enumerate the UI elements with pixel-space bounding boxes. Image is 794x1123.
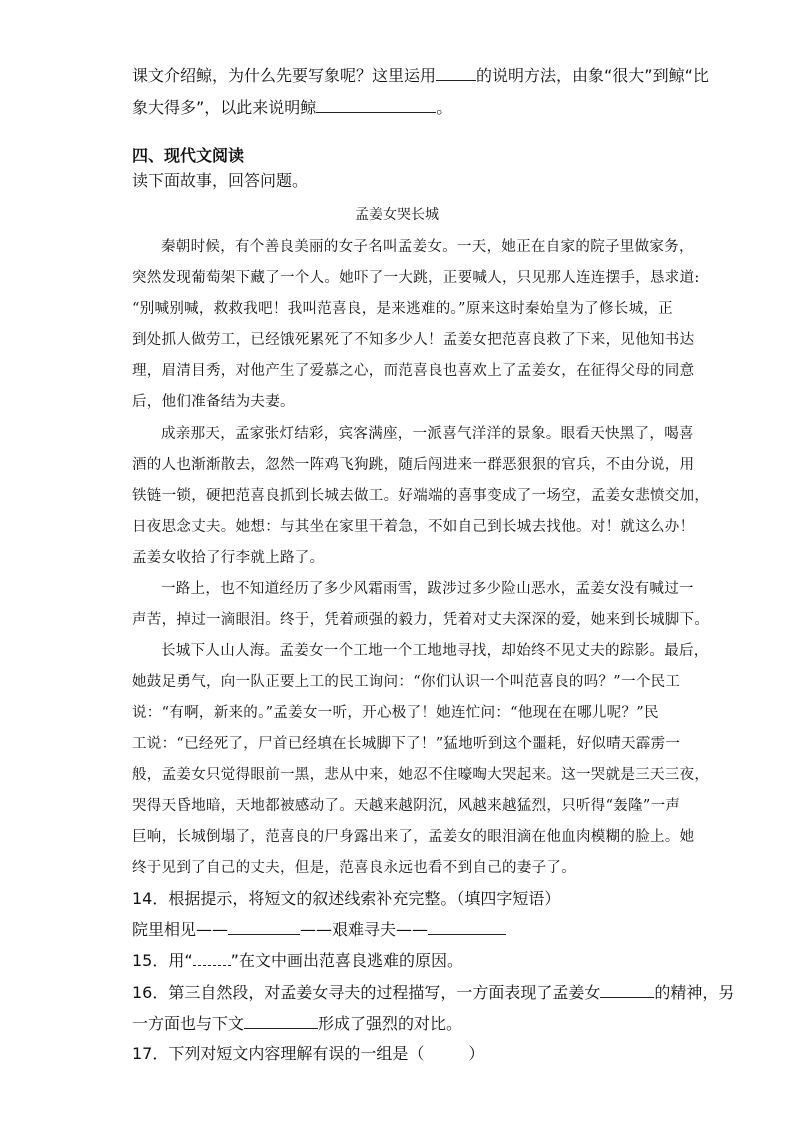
- story-line: 酒的人也渐渐散去，忽然一阵鸡飞狗跳，随后闯进来一群恶狠狠的官兵，不由分说，用: [132, 457, 695, 473]
- section-instruction: 读下面故事，回答问题。: [132, 171, 309, 190]
- answer-blank[interactable]: [600, 983, 654, 998]
- answer-blank[interactable]: [244, 1014, 318, 1029]
- story-line: “别喊别喊，救救我吧！我叫范喜良，是来逃难的。”原来这时秦始皇为了修长城，正: [132, 301, 673, 317]
- story-line: 秦朝时候，有个善良美丽的女子名叫孟姜女。一天，她正在自家的院子里做家务，: [161, 239, 694, 255]
- question-text: 16．第三自然段，对孟姜女寻夫的过程描写，一方面表现了孟姜女: [132, 983, 601, 1002]
- story-line: 成亲那天，孟家张灯结彩，宾客满座，一派喜气洋洋的景象。眼看天快黑了，喝喜: [161, 426, 694, 442]
- answer-blank[interactable]: [228, 920, 300, 935]
- intro-line-1: [132, 66, 709, 86]
- story-line: 哭得天昏地暗，天地都被感动了。天越来越阴沉，风越来越猛烈，只听得“轰隆”一声: [132, 798, 681, 814]
- question-text: 的精神，另: [654, 983, 735, 1002]
- story-line: 她鼓足勇气，向一队正要上工的民工询问：“你们认识一个叫范喜良的吗？”一个民工: [132, 674, 681, 690]
- question-14: 14．根据提示，将短文的叙述线索补充完整。（填四字短语）: [132, 889, 561, 908]
- clue-text: ——艰难寻夫——: [300, 920, 429, 939]
- intro-text: 的说明方法，由象“很大”到鲸“比: [476, 66, 709, 85]
- story-line: 终于见到了自己的丈夫，但是，范喜良永远也看不到自己的妻子了。: [132, 860, 576, 876]
- story-line: 日夜思念丈夫。她想：与其坐在家里干着急，不如自己到长城去找他。对！就这么办！: [132, 519, 695, 535]
- question-16-line-2: [132, 1014, 462, 1034]
- story-line: 理，眉清目秀，对他产生了爱慕之心，而范喜良也喜欢上了孟姜女，在征得父母的同意: [132, 363, 695, 379]
- answer-blank[interactable]: [436, 66, 476, 81]
- story-line: 铁链一锁，硬把范喜良抓到长城去做工。好端端的喜事变成了一场空，孟姜女悲愤交加，: [132, 488, 710, 504]
- intro-line-2: [132, 98, 452, 118]
- answer-blank[interactable]: [316, 98, 436, 113]
- story-line: 长城下人山人海。孟姜女一个工地一个工地地寻找，却始终不见丈夫的踪影。最后，: [161, 643, 709, 659]
- question-text: 15．用“: [132, 951, 193, 970]
- question-15: [132, 951, 463, 971]
- answer-blank[interactable]: [428, 920, 506, 935]
- intro-text: 象大得多”，以此来说明鲸: [132, 98, 317, 117]
- story-line: 突然发现葡萄架下藏了一个人。她吓了一大跳，正要喊人，只见那人连连摆手，恳求道:: [132, 270, 700, 286]
- question-text: 形成了强烈的对比。: [318, 1014, 463, 1033]
- story-line: 工说：“已经死了，尸首已经填在长城脚下了！”猛地听到这个噩耗，好似晴天霹雳一: [132, 736, 681, 752]
- story-line: 巨响，长城倒塌了，范喜良的尸身露出来了，孟姜女的眼泪滴在他血肉模糊的脸上。她: [132, 829, 695, 845]
- question-16-line-1: [132, 983, 734, 1003]
- story-line: 一路上，也不知道经历了多少风霜雨雪，跋涉过多少险山恶水，孟姜女没有喊过一: [161, 581, 694, 597]
- intro-text: 课文介绍鲸，为什么先要写象呢？这里运用: [132, 66, 437, 85]
- story-line: 后，他们准备结为夫妻。: [132, 394, 295, 410]
- question-text: ）: [468, 1044, 485, 1063]
- story-line: 声苦，掉过一滴眼泪。终于，凭着顽强的毅力，凭着对丈夫深深的爱，她来到长城脚下。: [132, 612, 710, 628]
- question-14-answer-line: [132, 920, 506, 940]
- question-text: 17．下列对短文内容理解有误的一组是（: [132, 1044, 425, 1063]
- story-line: 孟姜女收拾了行李就上路了。: [132, 550, 325, 566]
- story-title: 孟姜女哭长城: [355, 207, 439, 223]
- story-line: 到处抓人做劳工，已经饿死累死了不知多少人！孟姜女把范喜良救了下来，见他知书达: [132, 332, 695, 348]
- story-line: 般，孟姜女只觉得眼前一黑，悲从中来，她忍不住嚎啕大哭起来。这一哭就是三天三夜，: [132, 767, 710, 783]
- intro-text: 。: [436, 98, 453, 117]
- question-17: [132, 1044, 484, 1064]
- clue-text: 院里相见——: [132, 920, 229, 939]
- story-line: 说：“有啊，新来的。”孟姜女一听，开心极了！她连忙问：“他现在在哪儿呢？”民: [132, 705, 659, 721]
- section-heading: 四、现代文阅读: [132, 146, 245, 165]
- question-text: 一方面也与下文: [132, 1014, 245, 1033]
- wavy-line-mark: [193, 951, 231, 966]
- question-text: ”在文中画出范喜良逃难的原因。: [230, 951, 463, 970]
